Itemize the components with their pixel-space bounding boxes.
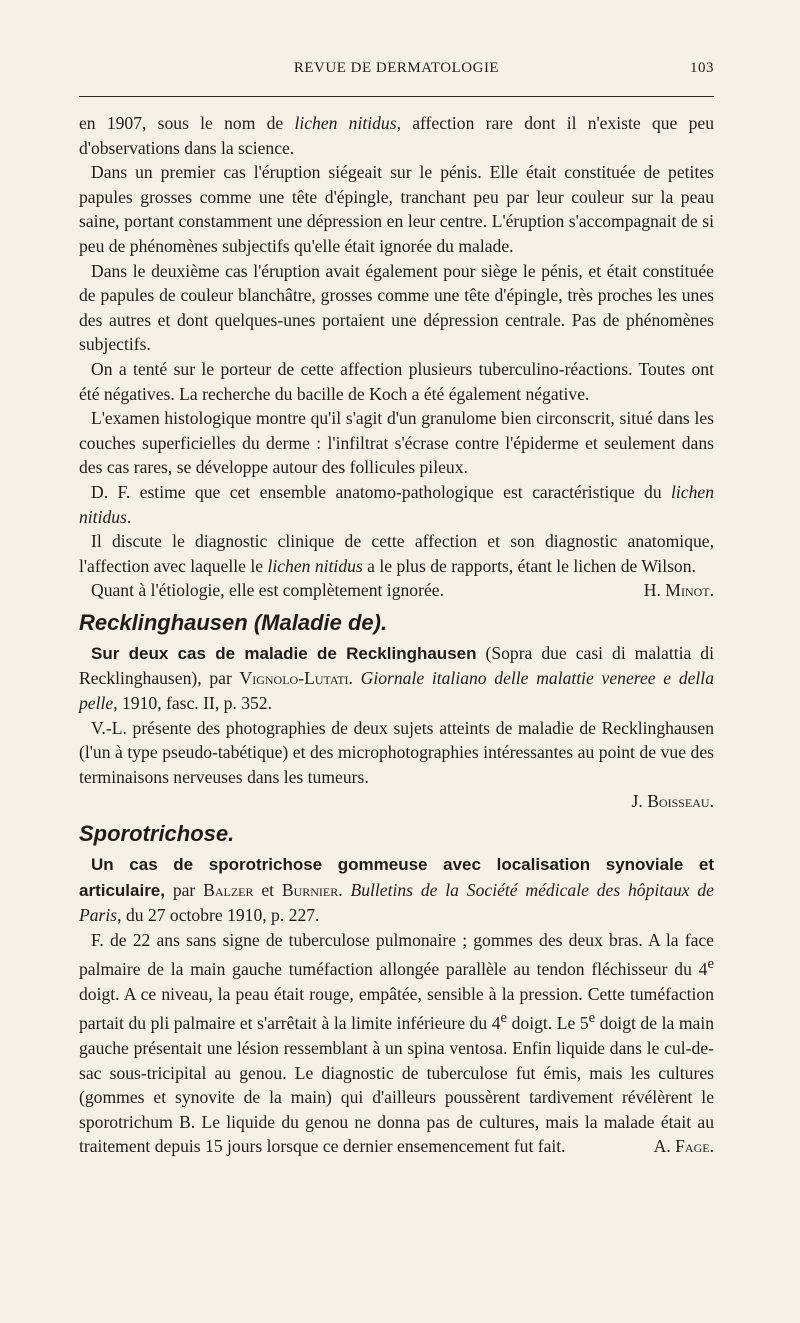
italic-term: lichen nitidus: [79, 481, 714, 527]
text-run: .: [338, 879, 351, 900]
italic-term: lichen nitidus: [267, 555, 363, 576]
signature: A. Fage.: [653, 1136, 714, 1157]
superscript: e: [707, 956, 714, 973]
paragraph: Dans le deuxième cas l'éruption avait également pour siège le pénis, et était constituée de papules de couleur blanchâtre, grosses comme une tête d'épingle, très proches les unes des autres et dont quelques-unes portaient une dépression centrale. Pas de phénomènes subjectifs.: [79, 260, 714, 355]
page-number: 103: [690, 60, 714, 76]
paragraph: L'examen histologique montre qu'il s'agit d'un granulome bien circonscrit, situé dans les couches superficielles du derme : l'infiltrat s'écrase contre l'épiderme et seulement dans des cas rares, se développe autour des follicules pileux.: [79, 408, 714, 478]
paragraph: V.-L. présente des photographies de deux sujets atteints de maladie de Recklinghausen (l'un à type pseudo-tabétique) et des microphotographies intéressantes au point de vue des terminaisons nerveuses dans les tumeurs.: [79, 717, 714, 787]
italic-term: lichen nitidus: [294, 113, 397, 133]
superscript: e: [500, 1010, 508, 1027]
journal-title: Bulletins de la Société médicale des hôpitaux de Paris: [79, 879, 714, 926]
article-title: Sur deux cas de maladie de Recklinghausen: [91, 643, 477, 663]
paragraph: On a tenté sur le porteur de cette affection plusieurs tuberculino-réactions. Toutes ont été négatives. La recherche du bacille de Koch a été également négative.: [79, 358, 714, 404]
text-run: (Sopra due casi di malattia di Recklinghausen), par: [79, 642, 714, 689]
text-run: et: [253, 879, 282, 900]
text-run: en 1907, sous le nom de: [79, 113, 295, 133]
header-rule: [79, 96, 714, 97]
running-header: [79, 60, 714, 86]
text-run: doigt de la main gauche présentait une lésion ressemblant à un spina ventosa. Enfin liquide dans le cul-de-sac sous-tricipital au genou. Le diagnostic de tuberculose fut émis, mais les cultures (gommes et synovite de la main) qui d'ailleurs poussèrent tardivement révélèrent le sporotrichum B. Le liquide du genou ne donna pas de cultures, mais la malade était au traitement depuis 15 jours lorsque ce dernier ensemencement fut fait.: [79, 1013, 715, 1157]
text-run: D. F. estime que cet ensemble anatomo-pathologique est caractéristique du: [91, 481, 671, 502]
text-run: Il discute le diagnostic clinique de cette affection et son diagnostic anatomique, l'affection avec laquelle le: [79, 531, 714, 576]
paragraph: [79, 529, 714, 578]
paragraph-continuation: [79, 111, 714, 160]
running-title: REVUE DE DERMATOLOGIE: [293, 60, 500, 76]
section-title-recklinghausen: Recklinghausen (Maladie de).: [79, 609, 388, 635]
signature: J. Boisseau.: [631, 791, 714, 812]
author: Burnier: [281, 879, 339, 900]
text-run: F. de 22 ans sans signe de tuberculose pulmonaire ; gommes des deux bras. A la face palmaire de la main gauche tuméfaction allongée parallèle au tendon fléchisseur du 4: [79, 929, 714, 980]
text-run: doigt. Le 5: [507, 1013, 589, 1034]
author: Vignolo-Lutati: [239, 668, 349, 689]
text-run: , 1910, fasc. II, p. 352.: [113, 693, 273, 714]
text-run: doigt. A ce niveau, la peau était rouge, empâtée, sensible à la pression. Cette tuméfaction partait du pli palmaire et s'arrêtait à la limite inférieure du 4: [79, 983, 714, 1034]
text-run: Quant à l'étiologie, elle est complètement ignorée.: [91, 580, 444, 601]
paragraph-with-signature: [79, 578, 714, 603]
superscript: e: [588, 1010, 596, 1027]
paragraph-with-signature: [79, 928, 714, 1159]
text-run: a le plus de rapports, étant le lichen de Wilson.: [362, 555, 696, 576]
text-run: , affection rare dont il n'existe que peu d'observations dans la science.: [79, 113, 714, 158]
text-run: .: [126, 506, 132, 527]
article-reference: [79, 852, 714, 928]
text-run: .: [348, 668, 361, 689]
paragraph: Dans un premier cas l'éruption siégeait sur le pénis. Elle était constituée de petites papules grosses comme une tête d'épingle, tranchant peu par leur couleur sur la peau saine, portant constamment une dépression en leur centre. L'éruption s'accompagnait de si peu de phénomènes subjectifs qu'elle était ignorée du malade.: [79, 162, 714, 256]
author: Balzer: [203, 879, 254, 900]
article-title: Un cas de sporotrichose gommeuse avec localisation synoviale et articulaire,: [79, 855, 714, 900]
text-run: , du 27 octobre 1910, p. 227.: [117, 905, 320, 926]
section-title-sporotrichose: Sporotrichose.: [79, 821, 235, 847]
journal-title: Giornale italiano delle malattie veneree e della pelle: [79, 668, 714, 714]
text-run: par: [165, 879, 204, 900]
paragraph: [79, 480, 714, 529]
signature: H. Minot.: [643, 580, 714, 601]
article-reference: [79, 641, 714, 716]
